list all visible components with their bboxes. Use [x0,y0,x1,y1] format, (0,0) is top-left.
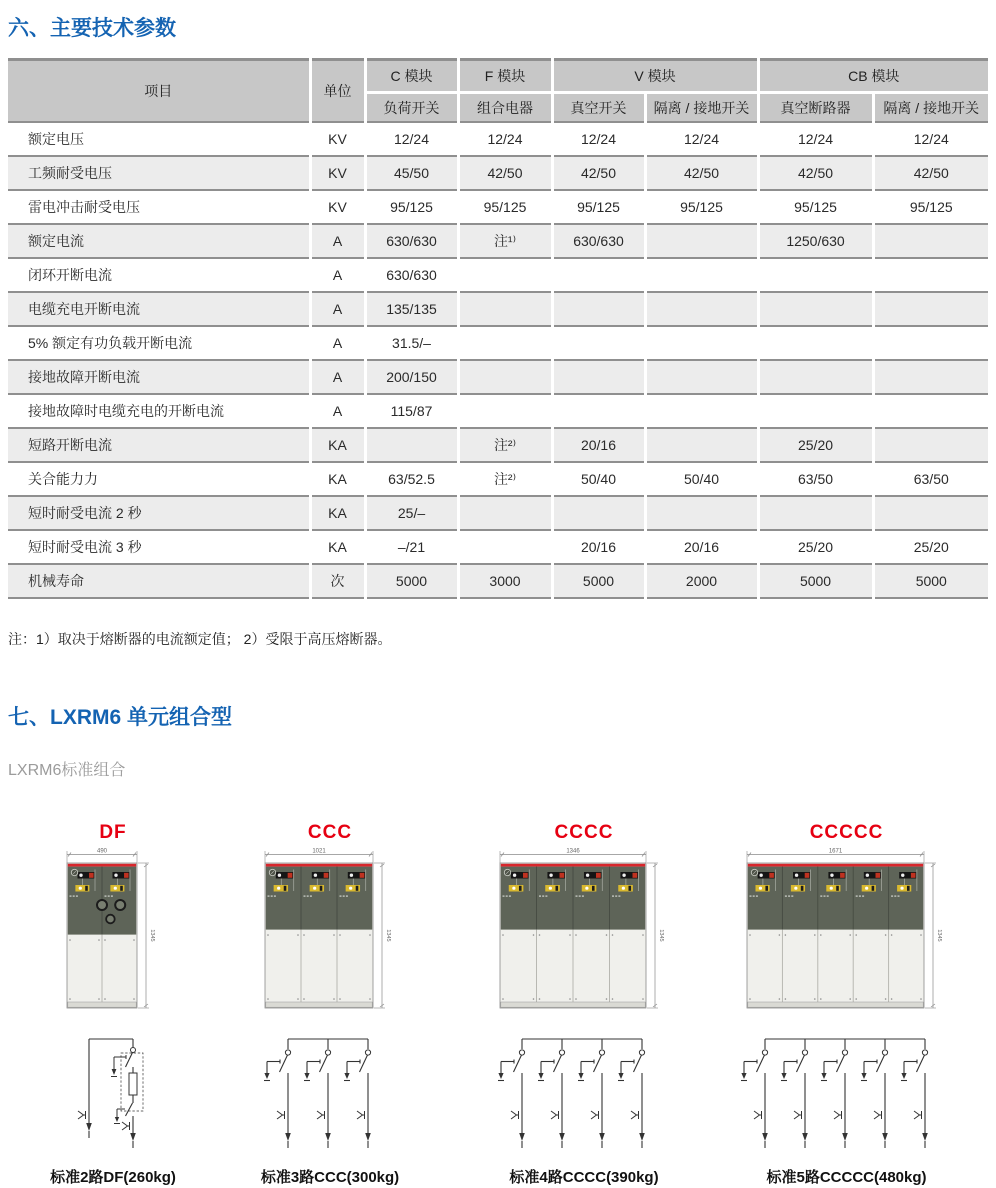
cell-value: 5000 [365,564,458,598]
cell-value: 63/52.5 [365,462,458,496]
table-row [8,496,988,530]
cell-value: 95/125 [458,190,552,224]
cell-value [458,258,552,292]
table-row [8,428,988,462]
cell-value [458,530,552,564]
cell-value: 12/24 [645,122,758,156]
table-note: 注：1）取决于熔断器的电流额定值； 2）受限于高压熔断器。 [8,631,392,647]
cell-value: 42/50 [458,156,552,190]
cell-value: 5000 [758,564,873,598]
tech-params-table [8,58,988,599]
height-dimension: 1345 [658,929,664,942]
table-body [8,122,988,598]
cell-value: 3000 [458,564,552,598]
cell-value: 95/125 [365,190,458,224]
cell-value [873,394,988,428]
cell-value: 5000 [873,564,988,598]
cabinet-drawing [61,847,165,1015]
cell-unit: A [310,292,365,326]
cell-unit: KV [310,190,365,224]
cell-unit: KA [310,496,365,530]
cell-value: 200/150 [365,360,458,394]
cell-item: 短时耐受电流 3 秒 [8,530,310,564]
width-dimension: 1021 [312,848,326,855]
cell-value [645,428,758,462]
cell-value: 12/24 [758,122,873,156]
cell-item: 额定电流 [8,224,310,258]
cell-item: 接地故障开断电流 [8,360,310,394]
cell-value: 95/125 [873,190,988,224]
cell-value [552,292,645,326]
col-header-sub: 真空开关 [552,93,645,123]
cell-value [873,224,988,258]
cell-unit: A [310,394,365,428]
cell-item: 机械寿命 [8,564,310,598]
table-row [8,190,988,224]
cell-value: 12/24 [552,122,645,156]
cell-value [645,326,758,360]
cell-item: 5% 额定有功负载开断电流 [8,326,310,360]
cell-value: 5000 [552,564,645,598]
cabinet-drawing [741,847,952,1015]
cell-unit: KV [310,122,365,156]
cell-value: –/21 [365,530,458,564]
cell-value: 42/50 [873,156,988,190]
cell-value: 12/24 [458,122,552,156]
table-row [8,564,988,598]
cell-value [758,360,873,394]
circuit-diagram [63,1029,163,1161]
combination-figures [8,822,988,1187]
cell-value [758,496,873,530]
cell-value [645,258,758,292]
cell-value [552,258,645,292]
cell-value: 1250/630 [758,224,873,258]
cell-value: 630/630 [365,224,458,258]
combination-label: CCCCC [809,822,884,843]
col-header-sub: 负荷开关 [365,93,458,123]
combination-label: DF [99,822,127,843]
col-header-group: CB 模块 [758,60,988,93]
section7-title: 七、LXRM6 单元组合型 [8,706,233,729]
cell-value: 50/40 [645,462,758,496]
cell-value: 注²⁾ [458,462,552,496]
cell-value: 630/630 [552,224,645,258]
cell-unit: A [310,360,365,394]
cell-value [458,326,552,360]
table-row [8,258,988,292]
cell-value [758,326,873,360]
col-header-group: F 模块 [458,60,552,93]
cell-value: 63/50 [758,462,873,496]
cell-value [645,360,758,394]
cell-value [758,292,873,326]
cell-item: 雷电冲击耐受电压 [8,190,310,224]
table-row [8,394,988,428]
col-header-unit: 单位 [310,60,365,123]
cell-value [552,496,645,530]
cell-unit: KA [310,530,365,564]
col-header-group: V 模块 [552,60,758,93]
cell-value: 42/50 [758,156,873,190]
circuit-diagram [262,1029,398,1161]
height-dimension: 1345 [149,929,155,942]
combination-column [215,822,445,1187]
cell-value: 42/50 [645,156,758,190]
cell-value: 25/20 [758,428,873,462]
height-dimension: 1345 [385,929,391,942]
combination-label: CCC [307,822,353,843]
cell-value: 95/125 [758,190,873,224]
cell-item: 工频耐受电压 [8,156,310,190]
table-row [8,156,988,190]
col-header-sub: 组合电器 [458,93,552,123]
cell-value: 630/630 [365,258,458,292]
section7-subtitle: LXRM6标准组合 [8,762,126,779]
cell-value [645,224,758,258]
cell-value [873,496,988,530]
cell-value [552,394,645,428]
cabinet-drawing [494,847,674,1015]
cell-value [458,292,552,326]
table-row [8,326,988,360]
cell-value: 42/50 [552,156,645,190]
cell-value [645,496,758,530]
cell-value [873,360,988,394]
cell-item: 短时耐受电流 2 秒 [8,496,310,530]
width-dimension: 490 [96,848,108,855]
cell-value [873,258,988,292]
cell-unit: A [310,224,365,258]
cell-value: 95/125 [552,190,645,224]
cell-value: 25/– [365,496,458,530]
cell-value: 注²⁾ [458,428,552,462]
combination-label: CCCC [554,822,614,843]
cell-value [873,326,988,360]
cell-value [552,360,645,394]
cell-value [873,292,988,326]
cabinet-drawing [259,847,401,1015]
cell-value: 2000 [645,564,758,598]
cell-value: 20/16 [645,530,758,564]
cell-value: 注¹⁾ [458,224,552,258]
height-dimension: 1345 [936,929,942,942]
cell-value [458,496,552,530]
table-row [8,462,988,496]
cell-value: 20/16 [552,428,645,462]
cell-value [458,360,552,394]
combination-caption: 标准3路CCC(300kg) [260,1169,400,1186]
cell-unit: KA [310,462,365,496]
cell-value: 12/24 [873,122,988,156]
cell-value: 12/24 [365,122,458,156]
combination-caption: 标准2路DF(260kg) [50,1169,176,1186]
cell-item: 闭环开断电流 [8,258,310,292]
cell-unit: A [310,326,365,360]
circuit-diagram [739,1029,955,1161]
cell-unit: KA [310,428,365,462]
table-row [8,292,988,326]
cell-value: 50/40 [552,462,645,496]
cell-value: 63/50 [873,462,988,496]
circuit-diagram [496,1029,672,1161]
cell-value [552,326,645,360]
cell-item: 额定电压 [8,122,310,156]
cell-value: 20/16 [552,530,645,564]
combination-column [709,822,984,1187]
cell-item: 关合能力力 [8,462,310,496]
table-row [8,360,988,394]
combination-caption: 标准5路CCCCC(480kg) [766,1169,927,1186]
table-row [8,224,988,258]
cell-value: 31.5/– [365,326,458,360]
cell-unit: A [310,258,365,292]
cell-value: 25/20 [758,530,873,564]
cell-value: 45/50 [365,156,458,190]
col-header-sub: 真空断路器 [758,93,873,123]
combination-column [23,822,203,1187]
section6-title: 六、主要技术参数 [8,17,176,40]
table-row [8,122,988,156]
cell-value: 95/125 [645,190,758,224]
col-header-sub: 隔离 / 接地开关 [645,93,758,123]
combination-caption: 标准4路CCCC(390kg) [509,1169,659,1186]
width-dimension: 1671 [828,848,843,855]
combination-column [459,822,709,1187]
col-header-group: C 模块 [365,60,458,93]
cell-value [873,428,988,462]
cell-value [645,394,758,428]
cell-value [758,258,873,292]
cell-value [645,292,758,326]
cell-value [365,428,458,462]
width-dimension: 1346 [566,848,580,855]
cell-value: 115/87 [365,394,458,428]
cell-value: 135/135 [365,292,458,326]
col-header-sub: 隔离 / 接地开关 [873,93,988,123]
cell-value [758,394,873,428]
cell-item: 短路开断电流 [8,428,310,462]
table-header [8,60,988,123]
cell-item: 电缆充电开断电流 [8,292,310,326]
cell-value: 25/20 [873,530,988,564]
cell-value [458,394,552,428]
col-header-item: 项目 [8,60,310,123]
cell-item: 接地故障时电缆充电的开断电流 [8,394,310,428]
table-row [8,530,988,564]
cell-unit: KV [310,156,365,190]
cell-unit: 次 [310,564,365,598]
